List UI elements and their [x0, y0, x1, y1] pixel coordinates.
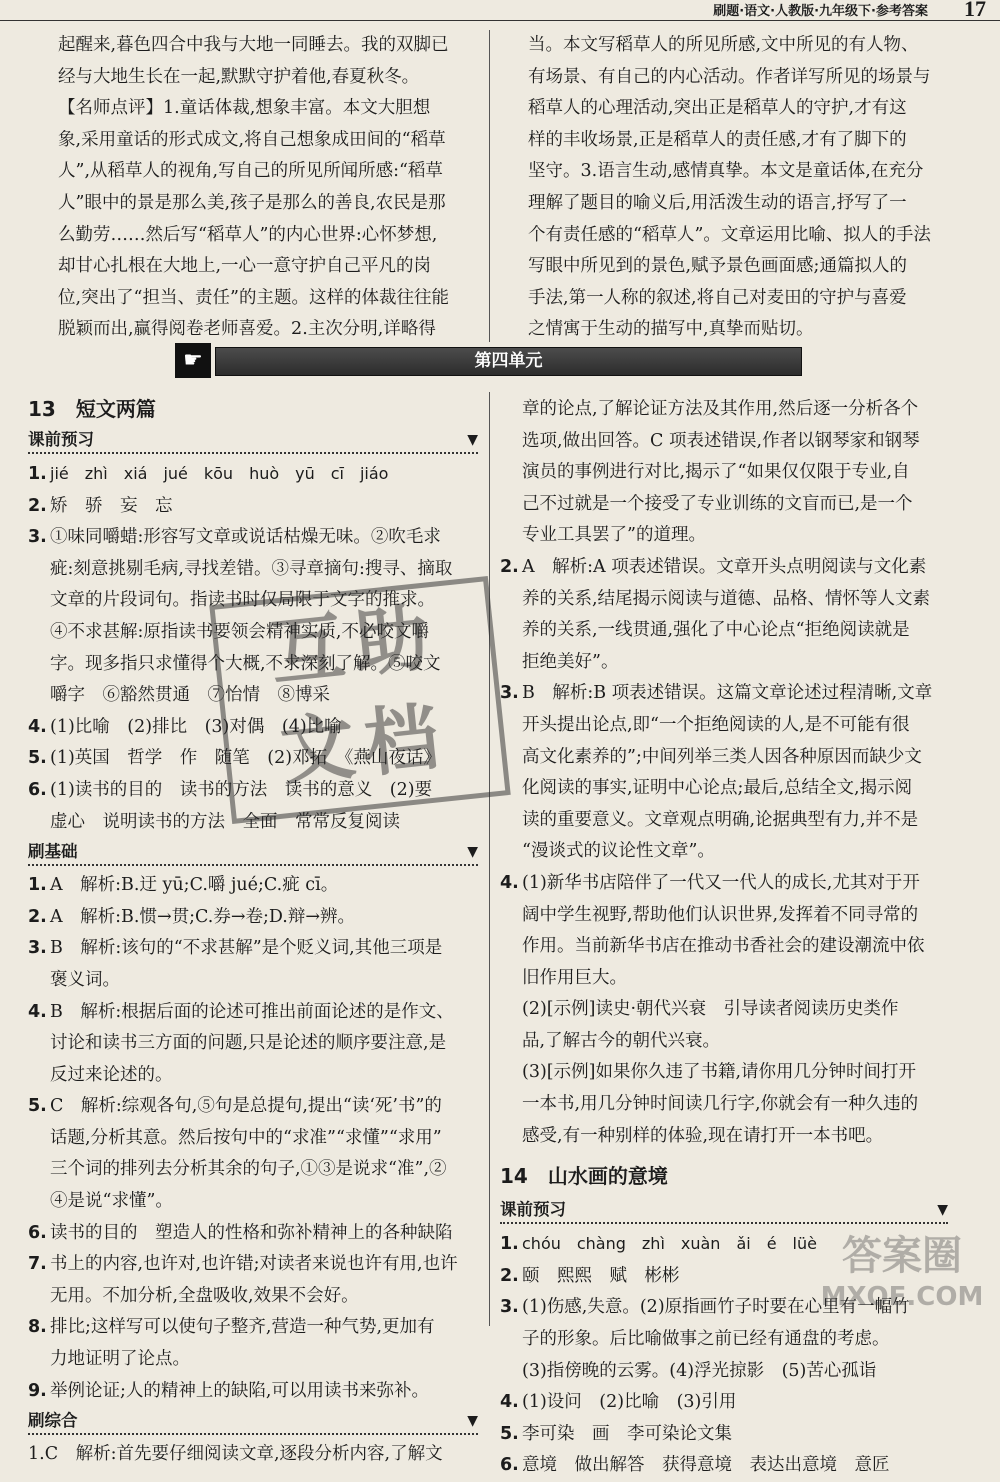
essay-line: 当。本文写稻草人的所见所感,文中所见的有人物、 — [528, 35, 919, 55]
item-text: 品,了解古今的朝代兴衰。 — [522, 1030, 721, 1051]
item-number: 3. — [500, 683, 519, 704]
item-text: 己不过就是一个接受了专业训练的文盲而已,是一个 — [522, 493, 913, 514]
item-text: 李可染 画 李可染论文集 — [522, 1423, 732, 1444]
answer-line — [28, 1186, 478, 1218]
item-number: 3. — [500, 1297, 519, 1318]
answer-line — [28, 1376, 478, 1408]
essay-line: 人”,从稻草人的视角,写自己的所见所闻所感:“稻草 — [58, 161, 443, 182]
answer-line — [28, 933, 478, 965]
essay-line: 有场景、有自己的内心活动。作者详写所见的场景与 — [528, 66, 931, 87]
item-text: 阔中学生视野,帮助他们认识世界,发挥着不同寻常的 — [522, 904, 919, 925]
answer-line — [28, 1154, 478, 1186]
stamp-seal: 互助 文档 — [209, 576, 510, 824]
right-answers — [500, 394, 948, 1152]
watermark — [812, 1230, 992, 1324]
answer-line — [28, 1281, 478, 1313]
answer-line — [500, 1387, 948, 1419]
page-header — [0, 0, 1000, 21]
lesson14-title: 14 山水画的意境 — [500, 1164, 668, 1189]
item-text: 意境 做出解答 获得意境 表达出意境 意匠 — [522, 1455, 890, 1476]
item-text: 子的形象。后比喻做事之前已经有通盘的考虑。 — [522, 1329, 890, 1350]
answer-line — [500, 457, 948, 489]
answer-line — [28, 902, 478, 934]
answer-line — [500, 1026, 948, 1058]
essay-right-column — [528, 30, 963, 346]
unit-mark-icon: ☛ — [175, 343, 211, 378]
answer-line — [500, 710, 948, 742]
item-text: 虚心 说明读书的方法 全面 常常反复阅读 — [50, 811, 400, 832]
item-number: 4. — [28, 716, 47, 737]
answer-line — [500, 805, 948, 837]
item-text: 嚼字 ⑥豁然贯通 ⑦怡情 ⑧博采 — [50, 685, 330, 706]
lesson14-preview-heading — [500, 1196, 948, 1224]
unit-title: 第四单元 — [215, 347, 802, 376]
answer-line — [28, 1060, 478, 1092]
answer-line — [500, 1356, 948, 1388]
item-text: 章的论点,了解论证方法及其作用,然后逐一分析各个 — [522, 399, 919, 419]
item-text: (1)比喻 (2)排比 (3)对偶 (4)比喻 — [50, 716, 342, 737]
triangle-down-icon: ▼ — [467, 1413, 478, 1430]
item-text: B 解析:B 项表述错误。这篇文章论述过程清晰,文章 — [522, 683, 933, 704]
item-number: 3. — [28, 527, 47, 548]
lesson13-title: 13 短文两篇 — [28, 397, 156, 421]
essay-line: 么勤劳……然后写“稻草人”的内心世界:心怀梦想, — [58, 224, 438, 245]
answer-line — [500, 1121, 948, 1153]
item-text: 书上的内容,也许对,也许错;对读者来说也许有用,也许 — [50, 1254, 458, 1275]
essay-line: 经与大地生长在一起,默默守护着他,春夏秋冬。 — [58, 66, 420, 87]
answer-line — [500, 394, 948, 426]
item-text: (1)伤感,失意。(2)原指画竹子时要在心里有一幅竹 — [522, 1297, 910, 1318]
answer-line — [28, 554, 478, 586]
item-text: 旧作用巨大。 — [522, 967, 627, 988]
item-number: 2. — [28, 495, 47, 516]
item-number: 9. — [28, 1380, 47, 1401]
item-text: (1)英国 哲学 作 随笔 (2)邓拓 《燕山夜话》 — [50, 748, 441, 769]
item-text: 专业工具罢了”的道理。 — [522, 525, 706, 546]
item-text: 拒绝美好”。 — [522, 651, 619, 672]
answer-line — [28, 965, 478, 997]
essay-line: 手法,第一人称的叙述,将自己对麦田的守护与喜爱 — [528, 287, 907, 308]
item-text: 讨论和读书三方面的问题,只是论述的顺序要注意,是 — [50, 1033, 447, 1054]
item-text: 矫 骄 妄 忘 — [50, 495, 173, 516]
item-number: 5. — [500, 1423, 519, 1444]
answer-line — [500, 963, 948, 995]
item-text: 高文化素养的”;中间列举三类人因各种原因而缺少文 — [522, 746, 922, 767]
item-text: 反过来论述的。 — [50, 1064, 173, 1085]
item-text: 养的关系,结尾揭示阅读与道德、品格、情怀等人文素 — [522, 588, 931, 609]
item-text: 文章的片段词句。指读书时仅局限于文字的推求。 — [50, 590, 435, 611]
answer-line — [500, 994, 948, 1026]
item-text: (3)[示例]如果你久违了书籍,请你用几分钟时间打开 — [522, 1062, 917, 1083]
item-number: 7. — [28, 1254, 47, 1275]
answer-line — [500, 868, 948, 900]
item-text: A 解析:B.迂 yū;C.嚼 jué;C.疵 cī。 — [50, 875, 339, 896]
item-text: “漫谈式的议论性文章”。 — [522, 841, 715, 862]
answer-line — [28, 1091, 478, 1123]
item-number: 4. — [500, 1392, 519, 1413]
lesson13-column — [28, 392, 478, 1471]
item-number: 6. — [500, 1455, 519, 1476]
answer-line — [500, 931, 948, 963]
answer-line — [28, 1028, 478, 1060]
item-text: 话题,分析其意。然后按句中的“求准”“求懂”“求用” — [50, 1127, 442, 1148]
triangle-down-icon: ▼ — [937, 1202, 948, 1219]
answer-line — [28, 997, 478, 1029]
essay-line: 【名师点评】1.童话体裁,想象丰富。本文大胆想 — [58, 98, 431, 119]
item-number: 8. — [28, 1317, 47, 1338]
answer-line — [500, 678, 948, 710]
lesson14-preview-label: 课前预习 — [500, 1200, 566, 1220]
item-text: 举例论证;人的精神上的缺陷,可以用读书来弥补。 — [50, 1380, 429, 1401]
answer-line — [500, 1089, 948, 1121]
item-number: 4. — [28, 1001, 47, 1022]
unit-banner — [175, 343, 800, 378]
essay-line: 位,突出了“担当、责任”的主题。这样的体裁往往能 — [58, 287, 449, 308]
item-text: (3)指傍晚的云雾。(4)浮光掠影 (5)苦心孤诣 — [522, 1360, 877, 1381]
item-text: 读的重要意义。文章观点明确,论据典型有力,并不是 — [522, 809, 919, 830]
item-text: (1)读书的目的 读书的方法 读书的意义 (2)要 — [50, 779, 433, 800]
essay-line: 象,采用童话的形式成文,将自己想象成田间的“稻草 — [58, 129, 446, 150]
item-text: 演员的事例进行对比,揭示了“如果仅仅限于专业,自 — [522, 462, 910, 483]
answer-line — [500, 836, 948, 868]
item-text: 褒义词。 — [50, 969, 120, 990]
item-number: 4. — [500, 872, 519, 893]
triangle-down-icon: ▼ — [467, 432, 478, 448]
item-text: 颐 熙熙 赋 彬彬 — [522, 1265, 680, 1286]
page-number: 17 — [964, 0, 986, 21]
essay-line: 起醒来,暮色四合中我与大地一同睡去。我的双脚已 — [58, 35, 449, 55]
item-number: 3. — [28, 938, 47, 959]
answer-line — [28, 1218, 478, 1250]
item-text: 读书的目的 塑造人的性格和弥补精神上的各种缺陷 — [50, 1222, 453, 1243]
essay-line: 却甘心扎根在大地上,一心一意守护自己平凡的岗 — [58, 256, 432, 277]
essay-line: 脱颖而出,赢得阅卷老师喜爱。2.主次分明,详略得 — [58, 319, 436, 340]
basic-heading-label: 刷基础 — [28, 842, 78, 862]
comprehensive-heading — [28, 1407, 478, 1435]
essay-line: 样的丰收场景,正是稻草人的责任感,才有了脚下的 — [528, 129, 907, 150]
item-text: C 解析:综观各句,⑤句是总提句,提出“读‘死’书”的 — [50, 1096, 442, 1117]
triangle-down-icon: ▼ — [467, 844, 478, 861]
item-text: ④是说“求懂”。 — [50, 1191, 173, 1212]
preview-heading — [28, 426, 478, 454]
answer-line — [500, 647, 948, 679]
item-text: 字。现多指只求懂得个大概,不求深刻了解。⑤咬文 — [50, 653, 441, 674]
item-number: 1. — [500, 1234, 519, 1255]
item-text: chóu chàng zhì xuàn ǎi é lüè — [522, 1234, 817, 1254]
item-text: (1)设问 (2)比喻 (3)引用 — [522, 1392, 737, 1413]
header-breadcrumb: 刷题·语文·人教版·九年级下·参考答案 — [713, 4, 928, 19]
item-text: 无用。不加分析,全盘吸收,效果不会好。 — [50, 1285, 359, 1306]
answer-line — [500, 426, 948, 458]
preview-heading-label: 课前预习 — [28, 430, 94, 449]
watermark-url: MXQE.COM — [820, 1282, 984, 1312]
item-text: ①味同嚼蜡:形容写文章或说话枯燥无味。②吹毛求 — [50, 527, 441, 548]
item-text: 一本书,用几分钟时间读几行字,你就会有一种久违的 — [522, 1094, 919, 1115]
watermark-title: 答案圈 — [842, 1233, 962, 1279]
answer-line — [500, 1057, 948, 1089]
item-text: 疵:刻意挑剔毛病,寻找差错。③寻章摘句:搜寻、摘取 — [50, 558, 453, 579]
item-text: 排比;这样写可以使句子整齐,营造一种气势,更加有 — [50, 1317, 435, 1338]
item-number: 5. — [28, 1096, 47, 1117]
item-number: 5. — [28, 748, 47, 769]
item-number: 2. — [500, 1265, 519, 1286]
essay-line: 稻草人的心理活动,突出正是稻草人的守护,才有这 — [528, 98, 907, 119]
basic-heading — [28, 838, 478, 866]
answer-line — [28, 1123, 478, 1155]
answer-line — [28, 870, 478, 902]
essay-line: 坚守。3.语言生动,感情真挚。本文是童话体,在充分 — [528, 161, 924, 182]
item-text: ④不求甚解:原指读书要领会精神实质,不必咬文嚼 — [50, 621, 429, 642]
item-number: 6. — [28, 1222, 47, 1243]
item-text: 力地证明了论点。 — [50, 1349, 190, 1370]
item-text: A 解析:A 项表述错误。文章开头点明阅读与文化素 — [522, 556, 927, 577]
item-number: 6. — [28, 779, 47, 800]
answer-line — [28, 491, 478, 523]
item-text: 化阅读的事实,证明中心论点;最后,总结全文,揭示阅 — [522, 778, 913, 799]
answer-line — [28, 1312, 478, 1344]
item-text: jié zhì xiá jué kōu huò yū cī jiáo — [50, 464, 389, 483]
answer-line — [28, 1344, 478, 1376]
item-text: 养的关系,一线贯通,强化了中心论点“拒绝阅读就是 — [522, 620, 910, 641]
essay-line: 理解了题目的喻义后,用活泼生动的语言,抒写了一 — [528, 192, 907, 213]
answer-line — [28, 522, 478, 554]
answer-line — [500, 1324, 948, 1356]
comprehensive-cut-line: 1.C 解析:首先要仔细阅读文章,逐段分析内容,了解文 — [28, 1444, 443, 1465]
answer-line — [500, 552, 948, 584]
answer-line — [500, 615, 948, 647]
essay-line: 人”眼中的景是那么美,孩子是那么的善良,农民是那 — [58, 192, 446, 213]
comprehensive-heading-label: 刷综合 — [28, 1411, 78, 1431]
item-text: 感受,有一种别样的体验,现在请打开一本书吧。 — [522, 1125, 884, 1146]
answer-line — [500, 1419, 948, 1451]
item-number: 1. — [28, 875, 47, 896]
item-number: 2. — [28, 906, 47, 927]
essay-left-column — [58, 30, 488, 346]
answer-line — [500, 1450, 948, 1482]
answer-line — [500, 489, 948, 521]
basic-answers — [28, 870, 478, 1407]
answer-line — [500, 742, 948, 774]
item-text: B 解析:根据后面的论述可推出前面论述的是作文、 — [50, 1001, 454, 1022]
essay-line: 写眼中所见到的景色,赋予景色画面感;通篇拟人的 — [528, 256, 907, 277]
item-text: A 解析:B.惯→贯;C.券→卷;D.辩→辨。 — [50, 906, 356, 927]
item-number: 2. — [500, 556, 519, 577]
item-text: 三个词的排列去分析其余的句子,①③是说求“准”,② — [50, 1159, 447, 1180]
column-divider-top — [489, 30, 490, 342]
item-text: 开头提出论点,即“一个拒绝阅读的人,是不可能有很 — [522, 714, 910, 735]
item-number: 1. — [28, 464, 47, 484]
essay-line: 之情寓于生动的描写中,真挚而贴切。 — [528, 319, 814, 340]
answer-line — [500, 773, 948, 805]
item-text: (2)[示例]读史·朝代兴衰 引导读者阅读历史类作 — [522, 999, 899, 1020]
item-text: 作用。当前新华书店在推动书香社会的建设潮流中依 — [522, 936, 925, 957]
item-text: B 解析:该句的“不求甚解”是个贬义词,其他三项是 — [50, 938, 443, 959]
answer-line — [500, 520, 948, 552]
answer-line — [500, 900, 948, 932]
essay-line: 个有责任感的“稻草人”。文章运用比喻、拟人的手法 — [528, 224, 931, 245]
answer-line — [500, 584, 948, 616]
column-divider-bottom — [489, 392, 490, 1326]
answer-line — [28, 458, 478, 491]
answer-line — [28, 1249, 478, 1281]
item-text: (1)新华书店陪伴了一代又一代人的成长,尤其对于开 — [522, 872, 920, 893]
item-text: 选项,做出回答。C 项表述错误,作者以钢琴家和钢琴 — [522, 430, 920, 451]
